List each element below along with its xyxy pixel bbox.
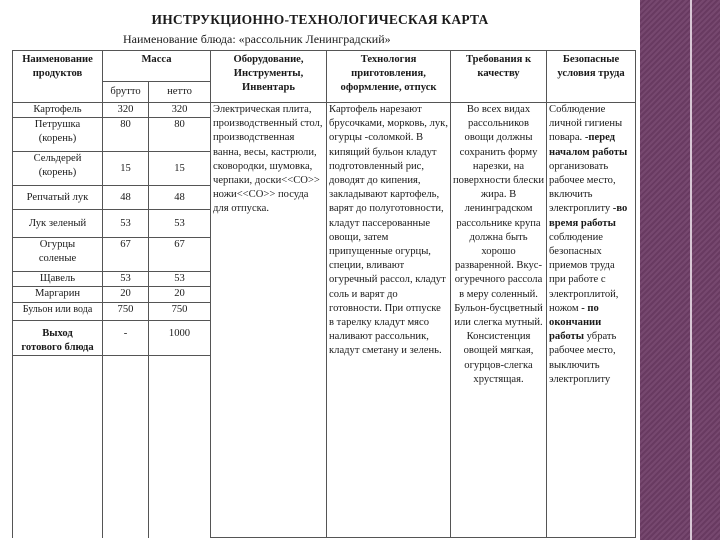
safety-hygiene: Соблюдение личной гигиены повара.	[549, 104, 623, 144]
header-net: нетто	[149, 82, 211, 103]
technology-card-table	[12, 50, 636, 538]
ingredient-gross: 750	[103, 302, 149, 320]
ingredient-name: Щавель	[13, 272, 103, 287]
header-technology: Технология приготовления, оформление, отпуск	[327, 51, 451, 103]
ingredient-gross: 53	[103, 272, 149, 287]
ingredient-net: 80	[149, 118, 211, 152]
ingredient-name: Картофель	[13, 103, 103, 118]
header-mass: Масса	[103, 51, 211, 82]
header-equipment: Оборудование, Инструменты, Инвентарь	[211, 51, 327, 103]
safety-before-work: организовать рабочее место, включить электроплиту	[549, 160, 616, 215]
yield-gross: -	[103, 320, 149, 355]
empty-cell	[13, 356, 103, 538]
ingredient-net: 320	[149, 103, 211, 118]
safety-during-work: соблюдение безопасных приемов труда при работе с электроплитой, ножом	[549, 231, 619, 314]
ingredient-gross: 80	[103, 118, 149, 152]
safety-after-work: убрать рабочее место, выключить электроплиту	[549, 331, 617, 385]
page-title: ИНСТРУКЦИОННО-ТЕХНОЛОГИЧЕСКАЯ КАРТА	[151, 12, 489, 27]
ingredient-name: Репчатый лук	[13, 186, 103, 210]
technology-text: Картофель нарезают брусочками, морковь, лук, огурцы -соломкой. В кипящий бульон кладут подготовленный рис, доводят до кипения, закладывают картофель, варят до полуготовности, кладут пассерованные овощи, затем припущенные огурцы, специи, вливают огуречный рассол, кладут соль и варят до готовности. При отпуске в тарелку кладут мясо наливают рассольник, кладут сметану и зелень.	[327, 103, 451, 538]
ingredient-gross: 67	[103, 238, 149, 272]
ingredient-gross: 20	[103, 287, 149, 302]
safety-before-work-label: -перед началом работы	[549, 132, 628, 158]
ingredient-name: Бульон или вода	[13, 302, 103, 320]
ingredient-gross: 48	[103, 186, 149, 210]
decorative-side-bar	[640, 0, 720, 540]
ingredient-net: 750	[149, 302, 211, 320]
quality-text: Во всех видах рассольников овощи должны сохранить форму нарезки, на поверхности блески жира. В ленинградском рассольнике крупа должна быть хорошо разваренной. Вкус-огуречного рассола в меру соленный. Бульон-бусцветный или слегка мутный. Консистенция овощей мягкая, огурцов-слегка хрустящая.	[451, 103, 547, 538]
ingredient-gross: 320	[103, 103, 149, 118]
header-quality: Требования к качеству	[451, 51, 547, 103]
yield-net: 1000	[149, 320, 211, 355]
ingredient-gross: 15	[103, 152, 149, 186]
header-gross: брутто	[103, 82, 149, 103]
ingredient-net: 53	[149, 210, 211, 238]
ingredient-net: 67	[149, 238, 211, 272]
safety-after-work-label: - по окончании работы	[549, 302, 602, 343]
dish-name-line: Наименование блюда: «рассольник Ленинградский»	[123, 32, 391, 46]
safety-text	[547, 103, 636, 538]
ingredient-name: Сельдерей (корень)	[13, 152, 103, 186]
yield-label: Выход готового блюда	[13, 320, 103, 355]
safety-during-work-label: -во время работы	[549, 203, 628, 229]
ingredient-net: 20	[149, 287, 211, 302]
header-products: Наименование продуктов	[13, 51, 103, 103]
ingredient-name: Огурцы соленые	[13, 238, 103, 272]
equipment-text: Электрическая плита, производственный стол, производственная ванна, весы, кастрюли, сковородки, шумовка, черпаки, доски<<СО>> ножи<<СО>> посуда для отпуска.	[211, 103, 327, 538]
ingredient-gross: 53	[103, 210, 149, 238]
ingredient-net: 53	[149, 272, 211, 287]
ingredient-name: Лук зеленый	[13, 210, 103, 238]
empty-cell	[103, 356, 149, 538]
ingredient-net: 48	[149, 186, 211, 210]
ingredient-name: Петрушка (корень)	[13, 118, 103, 152]
decorative-side-stripe	[690, 0, 692, 540]
header-safety: Безопасные условия труда	[547, 51, 636, 103]
ingredient-net: 15	[149, 152, 211, 186]
empty-cell	[149, 356, 211, 538]
ingredient-name: Маргарин	[13, 287, 103, 302]
